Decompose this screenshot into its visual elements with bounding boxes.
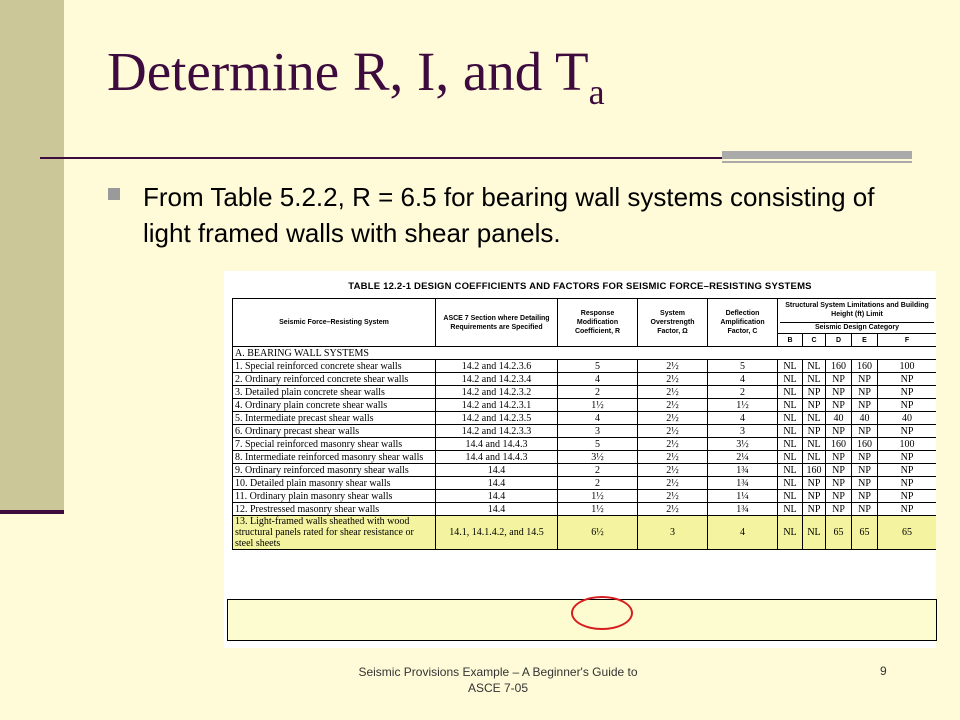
cell-f: NP	[878, 386, 937, 399]
header-e: E	[852, 334, 878, 347]
cell-sys: 2. Ordinary reinforced concrete shear walls	[233, 373, 436, 386]
cell-sec: 14.4 and 14.4.3	[436, 438, 558, 451]
cell-om: 2½	[638, 399, 708, 412]
table-row	[233, 373, 937, 386]
cell-sys: 6. Ordinary precast shear walls	[233, 425, 436, 438]
cell-r: 1½	[558, 490, 638, 503]
cell-cd: 1¾	[708, 477, 778, 490]
cell-c: NP	[803, 425, 826, 438]
cell-f: NP	[878, 490, 937, 503]
cell-e: 160	[852, 360, 878, 373]
cell-c: NP	[803, 386, 826, 399]
table-row	[233, 438, 937, 451]
cell-sec: 14.4	[436, 490, 558, 503]
cell-sys: 11. Ordinary plain masonry shear walls	[233, 490, 436, 503]
left-accent-line	[0, 510, 64, 514]
table-row	[233, 360, 937, 373]
table-row	[233, 477, 937, 490]
cell-r: 5	[558, 438, 638, 451]
cell-b: NL	[778, 490, 803, 503]
table-row	[233, 503, 937, 516]
header-r: Response Modification Coefficient, R	[558, 299, 638, 347]
cell-c: NP	[803, 503, 826, 516]
table-row	[233, 490, 937, 503]
cell-f: NP	[878, 399, 937, 412]
cell-sec: 14.2 and 14.2.3.2	[436, 386, 558, 399]
cell-b: NL	[778, 464, 803, 477]
cell-c: 160	[803, 464, 826, 477]
cell-om: 2½	[638, 373, 708, 386]
cell-d: NP	[826, 490, 852, 503]
cell-sys: 4. Ordinary plain concrete shear walls	[233, 399, 436, 412]
cell-sec: 14.4	[436, 477, 558, 490]
left-decorative-bar	[0, 0, 64, 512]
page-number: 9	[880, 664, 887, 678]
cell-e: NP	[852, 464, 878, 477]
cell-r: 2	[558, 386, 638, 399]
cell-d: NP	[826, 399, 852, 412]
cell-cd: 4	[708, 373, 778, 386]
cell-cd: 4	[708, 516, 778, 550]
cell-b: NL	[778, 477, 803, 490]
slide-title	[107, 41, 605, 112]
header-sdc: Seismic Design Category	[780, 322, 934, 332]
cell-cd: 1¼	[708, 490, 778, 503]
cell-r: 5	[558, 360, 638, 373]
cell-om: 2½	[638, 438, 708, 451]
cell-f: 100	[878, 438, 937, 451]
cell-d: 160	[826, 438, 852, 451]
cell-sec: 14.2 and 14.2.3.3	[436, 425, 558, 438]
cell-sys: 12. Prestressed masonry shear walls	[233, 503, 436, 516]
cell-om: 2½	[638, 464, 708, 477]
footer-text: Seismic Provisions Example – A Beginner's Guide to ASCE 7-05	[358, 665, 638, 695]
table-body	[233, 347, 937, 550]
cell-om: 2½	[638, 503, 708, 516]
cell-e: NP	[852, 373, 878, 386]
cell-cd: 3½	[708, 438, 778, 451]
cell-c: NL	[803, 451, 826, 464]
header-system: Seismic Force–Resisting System	[233, 299, 436, 347]
header-limits-label: Structural System Limitations and Building Height (ft) Limit	[785, 301, 929, 318]
cell-cd: 5	[708, 360, 778, 373]
cell-e: 40	[852, 412, 878, 425]
cell-cd: 1¾	[708, 464, 778, 477]
table-row	[233, 425, 937, 438]
cell-sys: 1. Special reinforced concrete shear walls	[233, 360, 436, 373]
cell-d: NP	[826, 425, 852, 438]
cell-c: NL	[803, 516, 826, 550]
cell-r: 1½	[558, 503, 638, 516]
cell-f: NP	[878, 464, 937, 477]
cell-f: NP	[878, 425, 937, 438]
title-rule-accent-thin	[722, 161, 912, 163]
section-label: A. BEARING WALL SYSTEMS	[233, 347, 937, 360]
cell-om: 2½	[638, 360, 708, 373]
cell-cd: 1½	[708, 399, 778, 412]
cell-sys: 7. Special reinforced masonry shear walls	[233, 438, 436, 451]
cell-r: 6½	[558, 516, 638, 550]
table-row	[233, 451, 937, 464]
cell-b: NL	[778, 399, 803, 412]
cell-c: NP	[803, 399, 826, 412]
cell-c: NL	[803, 373, 826, 386]
cell-e: NP	[852, 490, 878, 503]
cell-e: NP	[852, 399, 878, 412]
cell-om: 2½	[638, 477, 708, 490]
cell-cd: 2¼	[708, 451, 778, 464]
table-caption: TABLE 12.2-1 DESIGN COEFFICIENTS AND FACTORS FOR SEISMIC FORCE–RESISTING SYSTEMS	[348, 281, 812, 292]
title-subscript: a	[588, 72, 605, 112]
cell-d: NP	[826, 451, 852, 464]
cell-e: NP	[852, 425, 878, 438]
table-row	[233, 516, 937, 550]
cell-f: 40	[878, 412, 937, 425]
coefficients-table	[232, 298, 936, 550]
table-row	[233, 464, 937, 477]
cell-sec: 14.2 and 14.2.3.5	[436, 412, 558, 425]
cell-sec: 14.4 and 14.4.3	[436, 451, 558, 464]
cell-d: 40	[826, 412, 852, 425]
cell-e: 65	[852, 516, 878, 550]
cell-sec: 14.4	[436, 503, 558, 516]
header-c: C	[803, 334, 826, 347]
cell-f: NP	[878, 477, 937, 490]
cell-om: 3	[638, 516, 708, 550]
cell-c: NL	[803, 412, 826, 425]
cell-sec: 14.1, 14.1.4.2, and 14.5	[436, 516, 558, 550]
cell-om: 2½	[638, 451, 708, 464]
cell-om: 2½	[638, 412, 708, 425]
cell-d: NP	[826, 477, 852, 490]
square-bullet-icon	[108, 188, 120, 200]
cell-r: 3½	[558, 451, 638, 464]
cell-e: NP	[852, 503, 878, 516]
cell-om: 2½	[638, 386, 708, 399]
cell-d: 65	[826, 516, 852, 550]
section-row	[233, 347, 937, 360]
cell-b: NL	[778, 373, 803, 386]
cell-cd: 3	[708, 425, 778, 438]
cell-d: NP	[826, 464, 852, 477]
header-b: B	[778, 334, 803, 347]
cell-f: NP	[878, 373, 937, 386]
title-rule-accent	[722, 151, 912, 159]
cell-e: NP	[852, 477, 878, 490]
cell-b: NL	[778, 412, 803, 425]
cell-cd: 2	[708, 386, 778, 399]
cell-b: NL	[778, 503, 803, 516]
cell-b: NL	[778, 516, 803, 550]
cell-r: 2	[558, 477, 638, 490]
header-f: F	[878, 334, 937, 347]
cell-sec: 14.2 and 14.2.3.6	[436, 360, 558, 373]
cell-r: 1½	[558, 399, 638, 412]
header-omega: System Overstrength Factor, Ω	[638, 299, 708, 347]
cell-d: 160	[826, 360, 852, 373]
cell-sec: 14.4	[436, 464, 558, 477]
cell-om: 2½	[638, 490, 708, 503]
cell-b: NL	[778, 386, 803, 399]
bullet-text: From Table 5.2.2, R = 6.5 for bearing wall systems consisting of light framed walls with shear panels.	[143, 182, 875, 248]
cell-sys: 10. Detailed plain masonry shear walls	[233, 477, 436, 490]
cell-b: NL	[778, 425, 803, 438]
cell-d: NP	[826, 386, 852, 399]
cell-c: NL	[803, 360, 826, 373]
table-row	[233, 412, 937, 425]
cell-om: 2½	[638, 425, 708, 438]
cell-r: 4	[558, 412, 638, 425]
cell-r: 3	[558, 425, 638, 438]
table-row	[233, 399, 937, 412]
cell-c: NP	[803, 490, 826, 503]
cell-b: NL	[778, 451, 803, 464]
cell-sys: 8. Intermediate reinforced masonry shear walls	[233, 451, 436, 464]
cell-sys: 3. Detailed plain concrete shear walls	[233, 386, 436, 399]
r-value-circle	[571, 596, 633, 630]
cell-sec: 14.2 and 14.2.3.4	[436, 373, 558, 386]
cell-sec: 14.2 and 14.2.3.1	[436, 399, 558, 412]
cell-e: 160	[852, 438, 878, 451]
cell-c: NL	[803, 438, 826, 451]
cell-sys: 9. Ordinary reinforced masonry shear walls	[233, 464, 436, 477]
cell-f: NP	[878, 451, 937, 464]
table-row	[233, 386, 937, 399]
header-section: ASCE 7 Section where Detailing Requirements are Specified	[436, 299, 558, 347]
cell-f: NP	[878, 503, 937, 516]
cell-e: NP	[852, 386, 878, 399]
cell-sys: 13. Light-framed walls sheathed with wood structural panels rated for shear resistance or steel sheets	[233, 516, 436, 550]
cell-sys: 5. Intermediate precast shear walls	[233, 412, 436, 425]
cell-e: NP	[852, 451, 878, 464]
cell-d: NP	[826, 503, 852, 516]
cell-c: NP	[803, 477, 826, 490]
cell-b: NL	[778, 360, 803, 373]
header-limits	[778, 299, 937, 334]
cell-cd: 1¾	[708, 503, 778, 516]
title-main: Determine R, I, and T	[107, 41, 589, 102]
cell-f: 65	[878, 516, 937, 550]
header-cd: Deflection Amplification Factor, C	[708, 299, 778, 347]
cell-d: NP	[826, 373, 852, 386]
cell-cd: 4	[708, 412, 778, 425]
cell-b: NL	[778, 438, 803, 451]
cell-r: 2	[558, 464, 638, 477]
table-image	[224, 271, 936, 648]
cell-r: 4	[558, 373, 638, 386]
cell-f: 100	[878, 360, 937, 373]
header-d: D	[826, 334, 852, 347]
